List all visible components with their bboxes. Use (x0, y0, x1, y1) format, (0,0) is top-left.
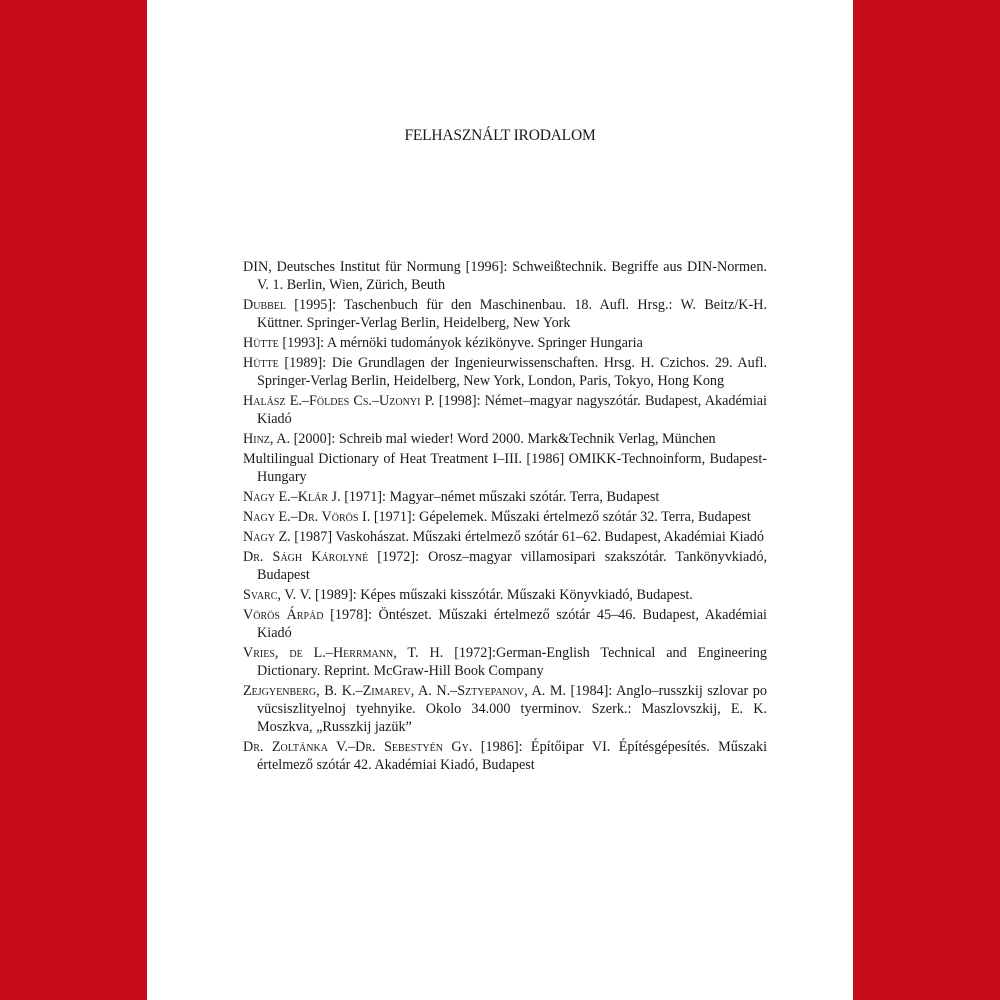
left-red-border (0, 0, 147, 1000)
reference-item (243, 392, 767, 428)
reference-author: Dubbel (243, 297, 287, 313)
reference-list (243, 258, 767, 776)
reference-author: Dr. Ságh Károlyné (243, 549, 369, 565)
right-red-border (853, 0, 1000, 1000)
reference-details: , Deutsches Institut für Normung [1996]: Schweißtechnik. Begriffe aus DIN-Normen. V. 1. Berlin, Wien, Zürich, Beuth (257, 259, 767, 293)
reference-item (243, 430, 767, 448)
reference-author: Dr. Zoltánka V.–Dr. Sebestyén Gy. (243, 739, 473, 755)
reference-details: [1993]: A mérnöki tudományok kézikönyve. Springer Hungaria (278, 335, 643, 351)
reference-item (243, 644, 767, 680)
reference-item (243, 606, 767, 642)
reference-author: Svarc, V. V. (243, 587, 312, 603)
reference-item (243, 508, 767, 526)
reference-author: Nagy Z. (243, 529, 291, 545)
reference-item (243, 682, 767, 736)
reference-details: [1989]: Die Grundlagen der Ingenieurwissenschaften. Hrsg. H. Czichos. 29. Aufl. Springer-Verlag Berlin, Heidelberg, New York, London, Paris, Tokyo, Hong Kong (257, 355, 767, 389)
reference-item (243, 528, 767, 546)
reference-item (243, 258, 767, 294)
reference-details: [1972]: Orosz–magyar villamosipari szakszótár. Tankönyvkiadó, Budapest (257, 549, 767, 583)
reference-author: DIN (243, 259, 269, 275)
reference-item (243, 586, 767, 604)
reference-details: [1971]: Magyar–német műszaki szótár. Terra, Budapest (340, 489, 660, 505)
reference-details: [1971]: Gépelemek. Műszaki értelmező szótár 32. Terra, Budapest (370, 509, 751, 525)
reference-item (243, 548, 767, 584)
reference-author: Hütte (243, 335, 279, 351)
reference-author: Nagy E.–Dr. Vörös I. (243, 509, 371, 525)
book-page (147, 0, 853, 1000)
reference-item (243, 738, 767, 774)
reference-details: [1984]: Anglo–russzkij szlovar po vücsiszlityelnoj tyehnyike. Okolo 34.000 tyerminov. Szerk.: Maszlovszkij, E. K. Moszkva, „Russzkij jazük” (257, 683, 767, 735)
reference-details: [1978]: Öntészet. Műszaki értelmező szótár 45–46. Budapest, Akadémiai Kiadó (257, 607, 768, 641)
reference-item (243, 488, 767, 506)
reference-item (243, 296, 767, 332)
reference-author: Vörös Árpád (243, 607, 324, 623)
reference-author: Hütte (243, 355, 279, 371)
reference-item (243, 334, 767, 352)
reference-author: Nagy E.–Klár J. (243, 489, 341, 505)
reference-details: [1987] Vaskohászat. Műszaki értelmező szótár 61–62. Budapest, Akadémiai Kiadó (290, 529, 764, 545)
reference-details: Multilingual Dictionary of Heat Treatment I–III. [1986] OMIKK-Technoinform, Budapest-Hungary (243, 451, 767, 485)
reference-details: [1998]: Német–magyar nagyszótár. Budapest, Akadémiai Kiadó (257, 393, 767, 427)
reference-author: Halász E.–Földes Cs.–Uzonyi P. (243, 393, 435, 409)
reference-item (243, 354, 767, 390)
page-title: FELHASZNÁLT IRODALOM (404, 127, 596, 144)
reference-details: [2000]: Schreib mal wieder! Word 2000. Mark&Technik Verlag, München (290, 431, 716, 447)
reference-details: [1986]: Építőipar VI. Építésgépesítés. Műszaki értelmező szótár 42. Akadémiai Kiadó, Budapest (257, 739, 768, 773)
reference-author: Hinz, A. (243, 431, 291, 447)
reference-item (243, 450, 767, 486)
reference-details: [1989]: Képes műszaki kisszótár. Műszaki Könyvkiadó, Budapest. (311, 587, 693, 603)
reference-details: [1995]: Taschenbuch für den Maschinenbau. 18. Aufl. Hrsg.: W. Beitz/K-H. Küttner. Springer-Verlag Berlin, Heidelberg, New York (257, 297, 767, 331)
reference-author: Vries, de L.–Herrmann, T. H. (243, 645, 444, 661)
reference-details: [1972]:German-English Technical and Engineering Dictionary. Reprint. McGraw-Hill Book Company (257, 645, 767, 679)
reference-author: Zejgyenberg, B. K.–Zimarev, A. N.–Sztyepanov, A. M. (243, 683, 567, 699)
